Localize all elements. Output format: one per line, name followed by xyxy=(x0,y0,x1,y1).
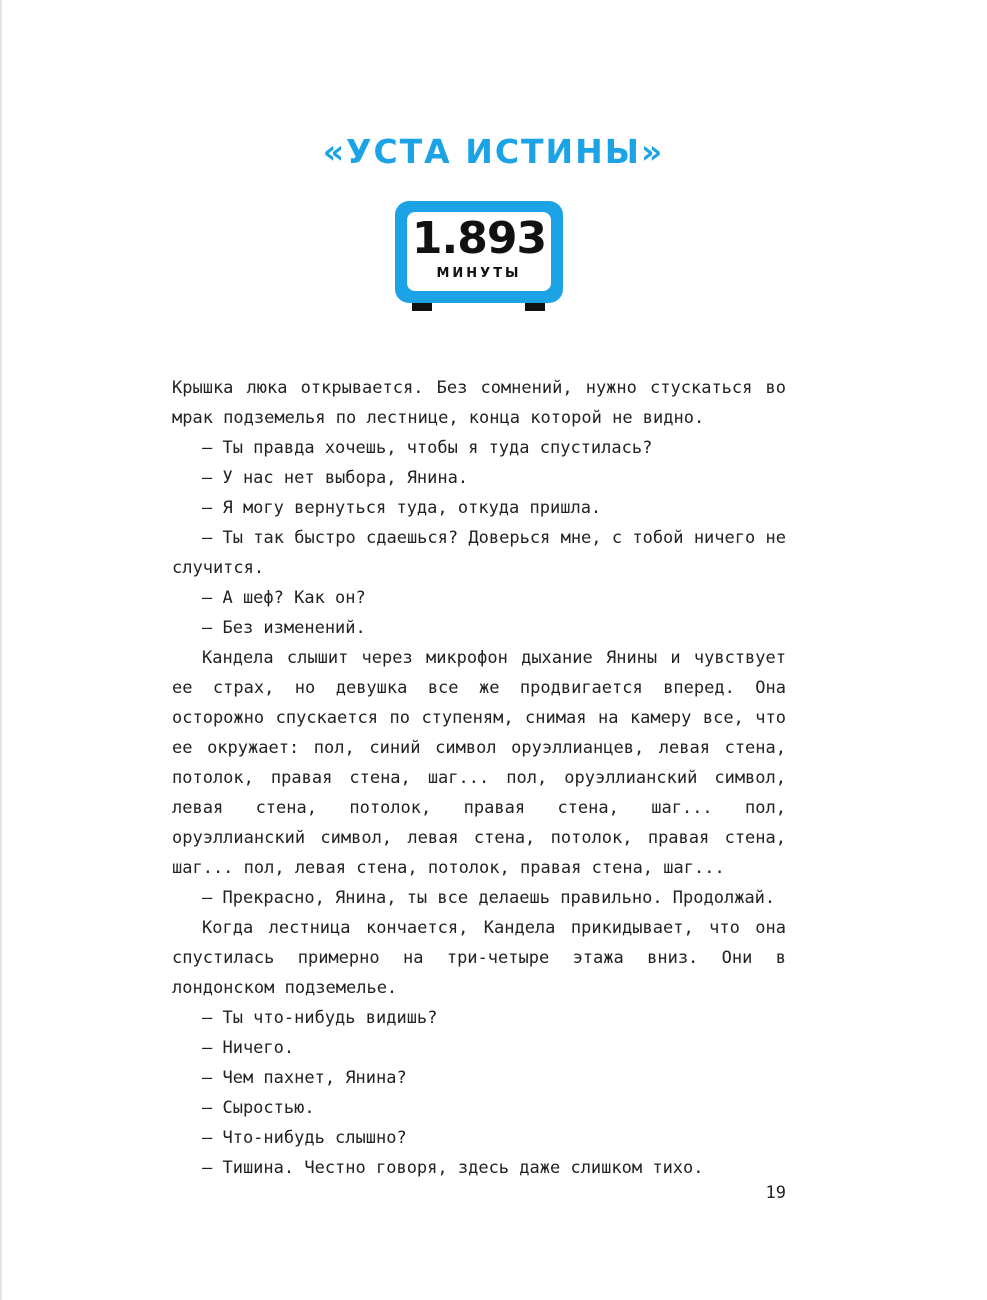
paragraph: — Я могу вернуться туда, откуда пришла. xyxy=(202,498,602,518)
body-text xyxy=(172,373,786,1183)
paragraph: Кандела слышит через микрофон дыхание Янины и чувствует ее страх, но девушка все же продвигается вперед. Она осторожно спускается по ступеням, снимая на камеру все, что ее окружает: пол, синий символ оруэллианцев, левая стена, потолок, правая стена, шаг... пол, оруэллианский символ, левая стена, потолок, правая стена, шаг... пол, оруэллианский символ, левая стена, потолок, правая стена, шаг... пол, левая стена, потолок, правая стена, шаг... xyxy=(172,648,786,878)
paragraph: Когда лестница кончается, Кандела прикидывает, что она спустилась примерно на три-четыре этажа вниз. Они в лондонском подземелье. xyxy=(172,918,786,998)
paragraph: — Ты правда хочешь, чтобы я туда спустилась? xyxy=(202,438,653,458)
paragraph: Крышка люка открывается. Без сомнений, нужно стускаться во мрак подземелья по лестнице, конца которой не видно. xyxy=(172,378,786,428)
paragraph: — Ты так быстро сдаешься? Доверься мне, с тобой ничего не случится. xyxy=(172,528,786,578)
paragraph: — У нас нет выбора, Янина. xyxy=(202,468,469,488)
page-number: 19 xyxy=(765,1183,786,1203)
paragraph: — Прекрасно, Янина, ты все делаешь правильно. Продолжай. xyxy=(202,888,776,908)
paragraph: — Ты что-нибудь видишь? xyxy=(202,1008,438,1028)
timer-foot-left xyxy=(412,303,432,311)
paragraph: — Чем пахнет, Янина? xyxy=(202,1068,407,1088)
paragraph: — Что-нибудь слышно? xyxy=(202,1128,407,1148)
chapter-title: «УСТА ИСТИНЫ» xyxy=(322,132,665,171)
paragraph: — А шеф? Как он? xyxy=(202,588,366,608)
paragraph: — Без изменений. xyxy=(202,618,366,638)
timer-foot-right xyxy=(525,303,545,311)
timer-unit: МИНУТЫ xyxy=(436,266,522,281)
paragraph: — Тишина. Честно говоря, здесь даже слишком тихо. xyxy=(202,1158,704,1178)
timer-screen xyxy=(407,212,551,291)
page-edge xyxy=(0,0,2,1300)
paragraph: — Сыростью. xyxy=(202,1098,315,1118)
timer-value: 1.893 xyxy=(411,213,547,264)
timer-badge xyxy=(395,201,563,311)
timer-frame xyxy=(395,201,563,303)
paragraph: — Ничего. xyxy=(202,1038,295,1058)
